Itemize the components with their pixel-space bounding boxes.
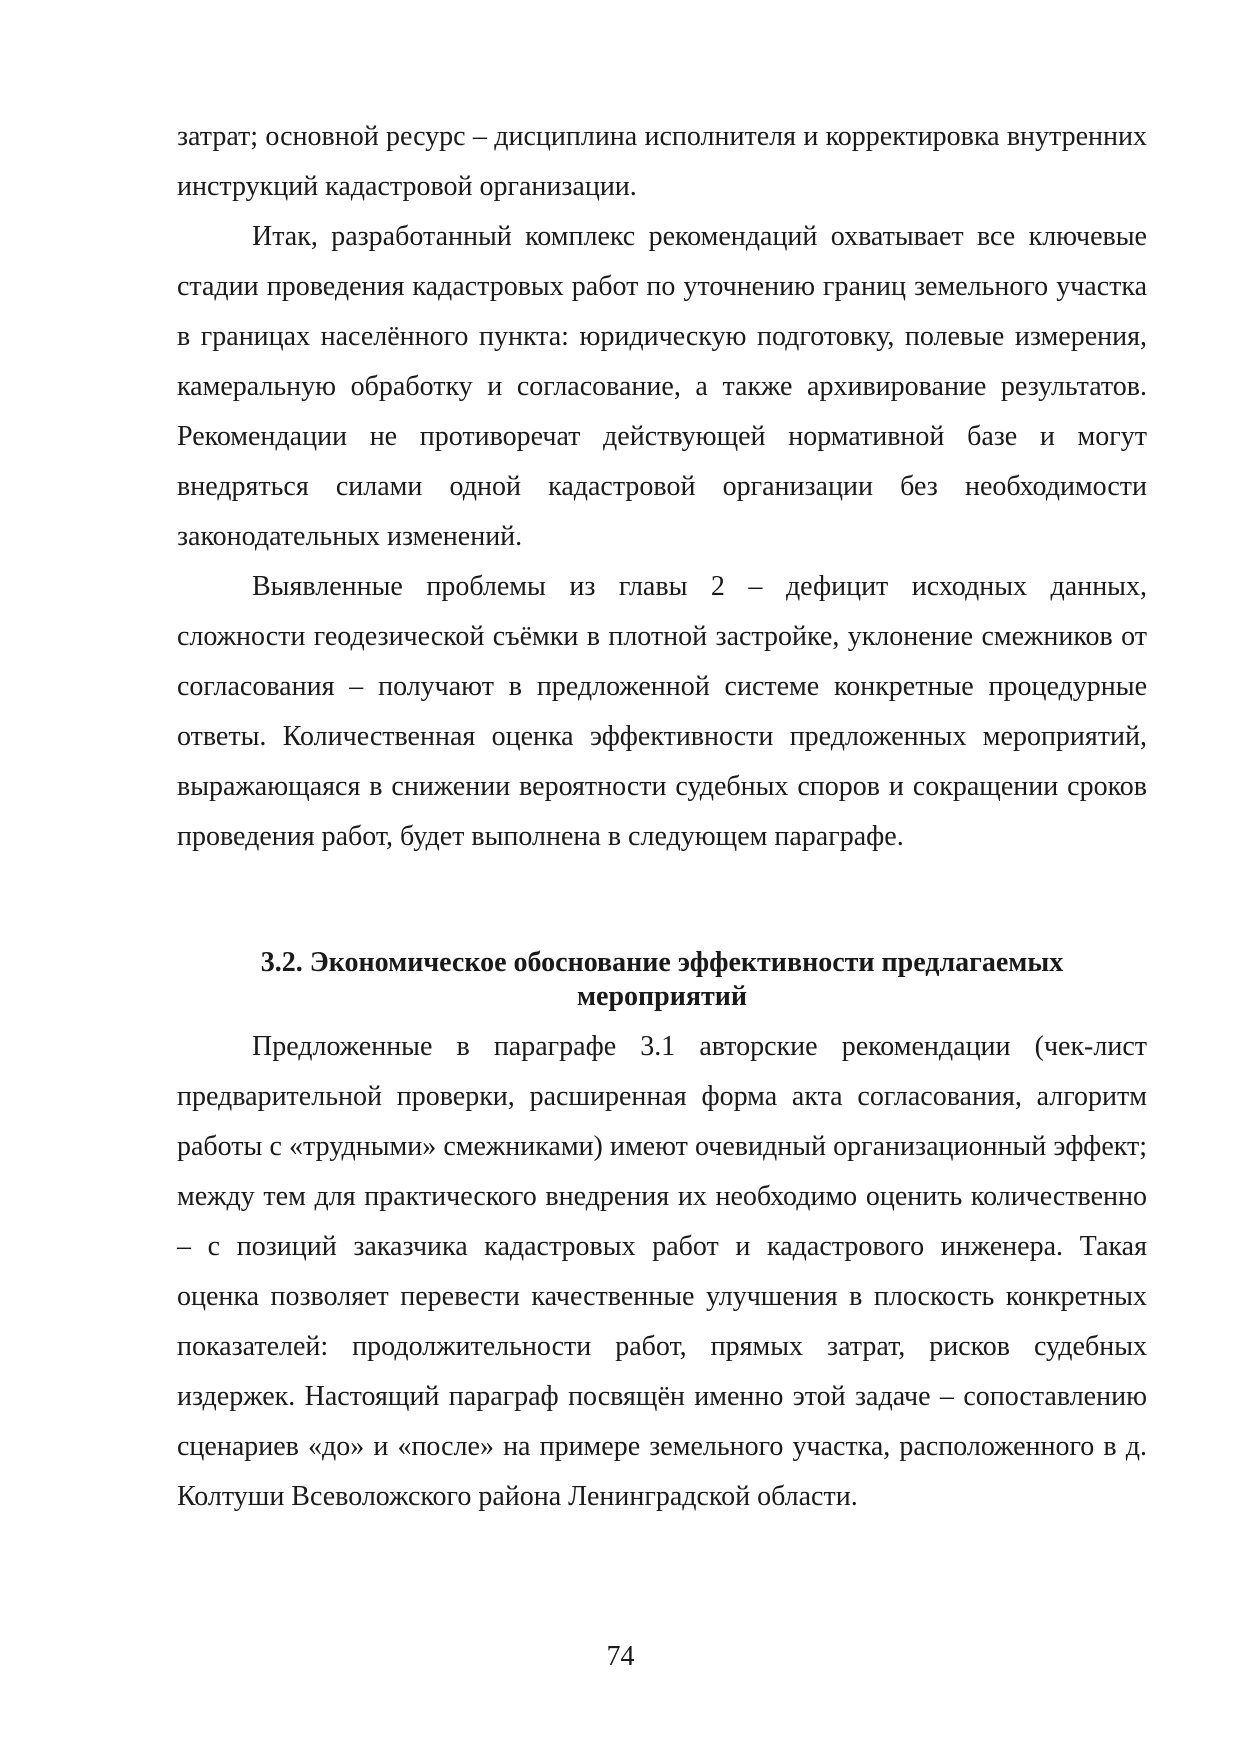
section-heading bbox=[177, 946, 1147, 1014]
page-number: 74 bbox=[606, 1641, 635, 1672]
section-heading-line-2: мероприятий bbox=[576, 981, 748, 1012]
section-heading-line-1: 3.2. Экономическое обоснование эффективности предлагаемых bbox=[260, 947, 1064, 978]
paragraph-continuation: затрат; основной ресурс – дисциплина исполнителя и корректировка внутренних инструкций кадастровой организации. bbox=[177, 121, 1147, 202]
paragraph-economic-justification: Предложенные в параграфе 3.1 авторские рекомендации (чек-лист предварительной проверки, расширенная форма акта согласования, алгоритм работы с «трудными» смежниками) имеют очевидный организационный эффект; между тем для практического внедрения их необходимо оценить количественно – с позиций заказчика кадастровых работ и кадастрового инженера. Такая оценка позволяет перевести качественные улучшения в плоскость конкретных показателей: продолжительности работ, прямых затрат, рисков судебных издержек. Настоящий параграф посвящён именно этой задаче – сопоставлению сценариев «до» и «после» на примере земельного участка, расположенного в д. Колтуши Всеволожского района Ленинградской области. bbox=[177, 1031, 1147, 1512]
body-text-before-heading bbox=[177, 112, 1147, 862]
paragraph-recommendations-summary: Итак, разработанный комплекс рекомендаций охватывает все ключевые стадии проведения кадастровых работ по уточнению границ земельного участка в границах населённого пункта: юридическую подготовку, полевые измерения, камеральную обработку и согласование, а также архивирование результатов. Рекомендации не противоречат действующей нормативной базе и могут внедряться силами одной кадастровой организации без необходимости законодательных изменений. bbox=[177, 221, 1147, 552]
paragraph-identified-problems: Выявленные проблемы из главы 2 – дефицит исходных данных, сложности геодезической съёмки в плотной застройке, уклонение смежников от согласования – получают в предложенной системе конкретные процедурные ответы. Количественная оценка эффективности предложенных мероприятий, выражающаяся в снижении вероятности судебных споров и сокращении сроков проведения работ, будет выполнена в следующем параграфе. bbox=[177, 571, 1147, 852]
body-text-after-heading bbox=[177, 1022, 1147, 1522]
